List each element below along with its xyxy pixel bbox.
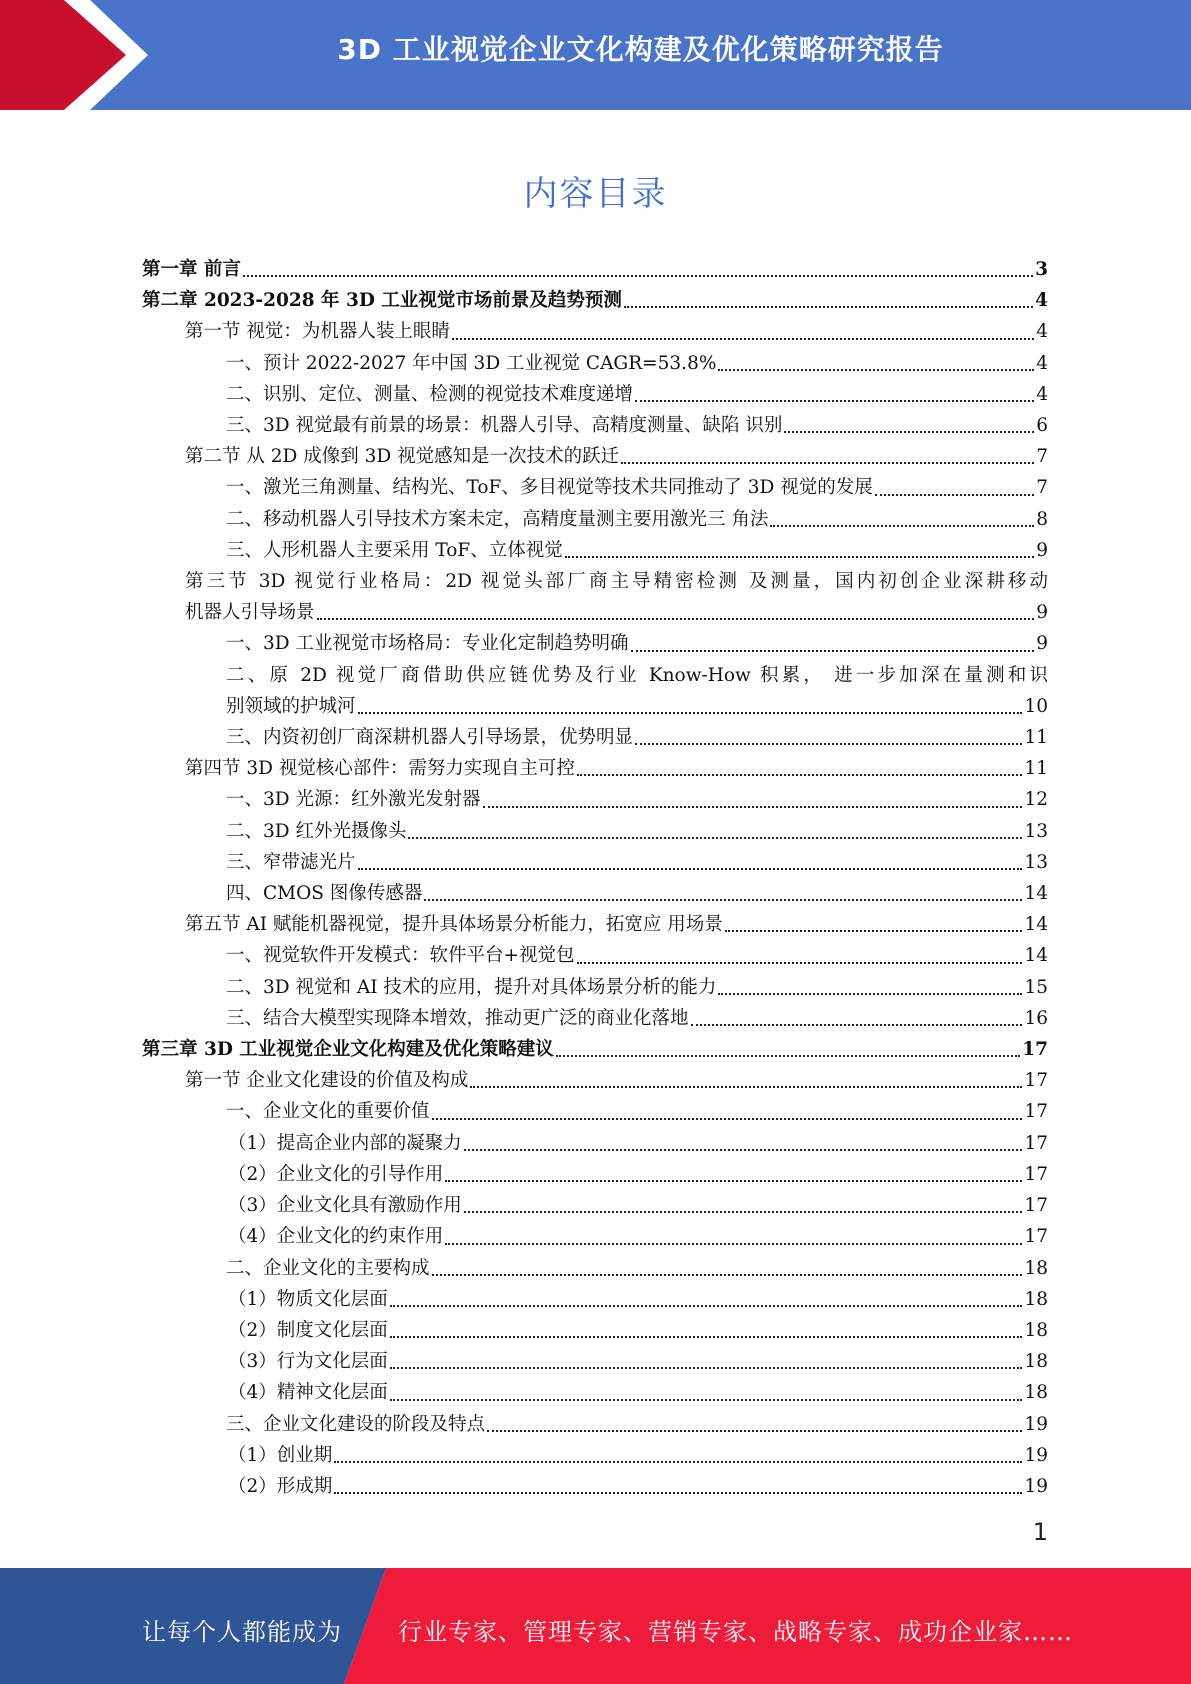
toc-entry[interactable] (142, 878, 1048, 909)
toc-entry-title: （1）物质文化层面 (228, 1288, 388, 1310)
toc-entry-title: 四、CMOS 图像传感器 (226, 883, 423, 905)
toc-page-number: 18 (1024, 1382, 1048, 1404)
toc-page-number: 15 (1024, 976, 1048, 998)
toc-entry-title: 第五节 AI 赋能机器视觉，提升具体场景分析能力，拓宽应 用场景 (185, 914, 723, 936)
footer-band (0, 1568, 1191, 1684)
toc-entry[interactable] (142, 410, 1048, 441)
toc-entry-title: 第一节 企业文化建设的价值及构成 (185, 1070, 469, 1092)
toc-entry[interactable] (142, 348, 1048, 379)
toc-entry[interactable] (142, 628, 1048, 659)
toc-entry[interactable] (142, 1221, 1048, 1252)
dot-leader (390, 1335, 1023, 1338)
toc-entry-title: 二、移动机器人引导技术方案未定，高精度量测主要用激光三 角法 (226, 508, 769, 530)
dot-leader (358, 711, 1023, 714)
arrow-logo-icon (0, 0, 160, 110)
toc-page-number: 7 (1036, 446, 1048, 468)
dot-leader (390, 1366, 1023, 1369)
toc-entry[interactable] (142, 816, 1048, 847)
toc-entry[interactable] (142, 1190, 1048, 1221)
toc-entry-title: （4）精神文化层面 (228, 1382, 388, 1404)
toc-entry[interactable] (142, 1409, 1048, 1440)
dot-leader (424, 898, 1022, 901)
toc-entry-title: （1）提高企业内部的凝聚力 (228, 1132, 462, 1154)
toc-entry-title: 第三章 3D 工业视觉企业文化构建及优化策略建议 (142, 1039, 554, 1061)
toc-entry[interactable] (142, 1159, 1048, 1190)
footer-slogan-right: 行业专家、管理专家、营销专家、战略专家、成功企业家…… (398, 1618, 1073, 1646)
dot-leader (635, 742, 1022, 745)
toc-page-number: 4 (1035, 290, 1048, 312)
toc-entry-title: 一、预计 2022-2027 年中国 3D 工业视觉 CAGR=53.8% (226, 352, 717, 374)
toc-entry-title: 一、激光三角测量、结构光、ToF、多目视觉等技术共同推动了 3D 视觉的发展 (226, 477, 873, 499)
toc-entry[interactable] (142, 535, 1048, 566)
toc-page-number: 6 (1036, 415, 1048, 437)
toc-page-number: 11 (1024, 727, 1048, 749)
toc-entry-title: （1）创业期 (228, 1444, 333, 1466)
dot-leader (487, 1429, 1022, 1432)
toc-entry[interactable] (142, 472, 1048, 503)
toc-entry[interactable] (142, 1128, 1048, 1159)
toc-entry[interactable] (142, 1377, 1048, 1408)
toc-page-number: 4 (1036, 321, 1048, 343)
toc-page-number: 13 (1024, 851, 1048, 873)
dot-leader (445, 1242, 1022, 1245)
toc-entry-continuation (185, 597, 1048, 628)
toc-page-number: 8 (1036, 508, 1048, 530)
toc-entry[interactable] (142, 722, 1048, 753)
toc-page-number: 14 (1024, 914, 1048, 936)
toc-entry[interactable] (142, 379, 1048, 410)
dot-leader (464, 1148, 1023, 1151)
toc-page-number: 19 (1024, 1475, 1048, 1497)
toc-page-number: 12 (1024, 789, 1048, 811)
toc-entry[interactable] (142, 1003, 1048, 1034)
toc-page-number: 17 (1024, 1070, 1048, 1092)
toc-entry-title: 三、3D 视觉最有前景的场景：机器人引导、高精度测量、缺陷 识别 (226, 415, 783, 437)
footer-slogan-left: 让每个人都能成为 (142, 1618, 342, 1646)
toc-heading: 内容目录 (523, 174, 668, 214)
dot-leader (243, 274, 1033, 277)
toc-entry-title-continued: 别领域的护城河 (226, 695, 356, 717)
dot-leader (784, 430, 1034, 433)
toc-entry-title-continued: 机器人引导场景 (185, 602, 315, 624)
toc-page-number: 18 (1024, 1351, 1048, 1373)
toc-entry[interactable] (142, 504, 1048, 535)
dot-leader (334, 1460, 1022, 1463)
toc-entry[interactable] (142, 1346, 1048, 1377)
toc-entry-title: 三、内资初创厂商深耕机器人引导场景，优势明显 (226, 727, 634, 749)
dot-leader (358, 867, 1023, 870)
toc-entry[interactable] (142, 1065, 1048, 1096)
toc-entry-title: 一、3D 工业视觉市场格局：专业化定制趋势明确 (226, 633, 629, 655)
toc-entry[interactable] (142, 316, 1048, 347)
toc-entry-title: 三、结合大模型实现降本增效，推动更广泛的商业化落地 (226, 1007, 689, 1029)
dot-leader (432, 1117, 1023, 1120)
toc-page-number: 9 (1036, 602, 1048, 624)
toc-page-number: 14 (1024, 945, 1048, 967)
toc-page-number: 17 (1024, 1226, 1048, 1248)
toc-page-number: 19 (1024, 1444, 1048, 1466)
toc-entry-title: 第二节 从 2D 成像到 3D 视觉感知是一次技术的跃迁 (185, 446, 620, 468)
toc-entry[interactable] (142, 940, 1048, 971)
dot-leader (317, 617, 1035, 620)
toc-entry[interactable] (142, 285, 1048, 316)
toc-entry-title: 一、企业文化的重要价值 (226, 1101, 430, 1123)
toc-page-number: 17 (1024, 1101, 1048, 1123)
toc-page-number: 17 (1022, 1039, 1048, 1061)
toc-page-number: 17 (1024, 1132, 1048, 1154)
dot-leader (464, 1210, 1023, 1213)
toc-page-number: 17 (1024, 1195, 1048, 1217)
toc-entry-title: 一、3D 光源：红外激光发射器 (226, 789, 481, 811)
toc-page-number: 18 (1024, 1257, 1048, 1279)
toc-entry-title: 二、3D 视觉和 AI 技术的应用，提升对具体场景分析的能力 (226, 976, 717, 998)
dot-leader (621, 461, 1034, 464)
toc-entry-continuation (226, 691, 1048, 722)
toc-page-number: 7 (1036, 477, 1048, 499)
dot-leader (452, 337, 1034, 340)
dot-leader (556, 1054, 1020, 1057)
dot-leader (577, 773, 1023, 776)
toc-entry-title: 三、企业文化建设的阶段及特点 (226, 1413, 486, 1435)
dot-leader (390, 1304, 1023, 1307)
toc-entry-title: 第四节 3D 视觉核心部件：需努力实现自主可控 (185, 758, 575, 780)
dot-leader (408, 836, 1022, 839)
toc-entry-title: （2）制度文化层面 (228, 1319, 388, 1341)
dot-leader (631, 649, 1035, 652)
toc-page-number: 10 (1024, 695, 1048, 717)
toc-page-number: 3 (1035, 259, 1048, 280)
toc-entry-title: 第一节 视觉：为机器人装上眼睛 (185, 321, 450, 343)
toc-entry-title: （2）形成期 (228, 1475, 333, 1497)
page-number: 1 (1032, 1518, 1048, 1546)
dot-leader (691, 1023, 1023, 1026)
toc-entry[interactable] (142, 753, 1048, 784)
toc-entry-title: 三、窄带滤光片 (226, 851, 356, 873)
toc-entry[interactable] (142, 909, 1048, 940)
toc-page-number: 19 (1024, 1413, 1048, 1435)
toc-entry[interactable] (142, 254, 1048, 285)
toc-entry-title: 二、原 2D 视觉厂商借助供应链优势及行业 Know-How 积累， 进一步加深在量测和识 (226, 664, 1048, 686)
toc-entry[interactable] (142, 784, 1048, 815)
dot-leader (445, 1179, 1022, 1182)
toc-entry[interactable] (142, 1471, 1048, 1502)
toc-entry[interactable] (142, 441, 1048, 472)
toc-entry[interactable] (142, 847, 1048, 878)
toc-entry-title: 三、人形机器人主要采用 ToF、立体视觉 (226, 539, 563, 561)
toc-page-number: 4 (1036, 383, 1048, 405)
toc-page-number: 16 (1024, 1007, 1048, 1029)
toc-entry-title: 二、3D 红外光摄像头 (226, 820, 407, 842)
toc-entry[interactable] (142, 660, 1048, 722)
dot-leader (770, 524, 1034, 527)
dot-leader (432, 1273, 1023, 1276)
toc-entry[interactable] (142, 1315, 1048, 1346)
dot-leader (875, 493, 1034, 496)
dot-leader (725, 929, 1023, 932)
toc-entry[interactable] (142, 1440, 1048, 1471)
dot-leader (390, 1398, 1023, 1401)
table-of-contents (142, 254, 1048, 1502)
toc-entry-title: （3）企业文化具有激励作用 (228, 1195, 462, 1217)
report-title: 3D 工业视觉企业文化构建及优化策略研究报告 (337, 33, 944, 66)
toc-entry[interactable] (142, 1034, 1048, 1065)
toc-entry[interactable] (142, 1284, 1048, 1315)
toc-entry[interactable] (142, 972, 1048, 1003)
toc-page-number: 11 (1024, 758, 1048, 780)
toc-entry-title: 第三节 3D 视觉行业格局：2D 视觉头部厂商主导精密检测 及测量，国内初创企业深耕移动 (185, 571, 1048, 593)
toc-entry-title: 一、视觉软件开发模式：软件平台+视觉包 (226, 945, 575, 967)
toc-entry[interactable] (142, 1096, 1048, 1127)
toc-page-number: 17 (1024, 1163, 1048, 1185)
toc-entry[interactable] (142, 566, 1048, 628)
toc-entry-title: 第二章 2023-2028 年 3D 工业视觉市场前景及趋势预测 (142, 290, 622, 312)
dot-leader (565, 555, 1034, 558)
dot-leader (718, 368, 1034, 371)
toc-entry-title: （4）企业文化的约束作用 (228, 1226, 444, 1248)
toc-entry-title: 第一章 前言 (142, 259, 241, 280)
dot-leader (635, 399, 1034, 402)
toc-page-number: 14 (1024, 883, 1048, 905)
dot-leader (483, 805, 1023, 808)
toc-page-number: 9 (1036, 633, 1048, 655)
toc-page-number: 9 (1036, 539, 1048, 561)
toc-entry[interactable] (142, 1253, 1048, 1284)
toc-entry-title: 二、识别、定位、测量、检测的视觉技术难度递增 (226, 383, 634, 405)
toc-page-number: 18 (1024, 1319, 1048, 1341)
dot-leader (718, 992, 1022, 995)
dot-leader (624, 305, 1033, 308)
dot-leader (577, 961, 1023, 964)
toc-entry-title: （3）行为文化层面 (228, 1351, 388, 1373)
toc-page-number: 4 (1036, 352, 1048, 374)
toc-entry-title: 二、企业文化的主要构成 (226, 1257, 430, 1279)
toc-page-number: 13 (1024, 820, 1048, 842)
header-band (0, 0, 1191, 110)
toc-entry-title: （2）企业文化的引导作用 (228, 1163, 444, 1185)
toc-page-number: 18 (1024, 1288, 1048, 1310)
dot-leader (470, 1085, 1022, 1088)
dot-leader (334, 1491, 1022, 1494)
